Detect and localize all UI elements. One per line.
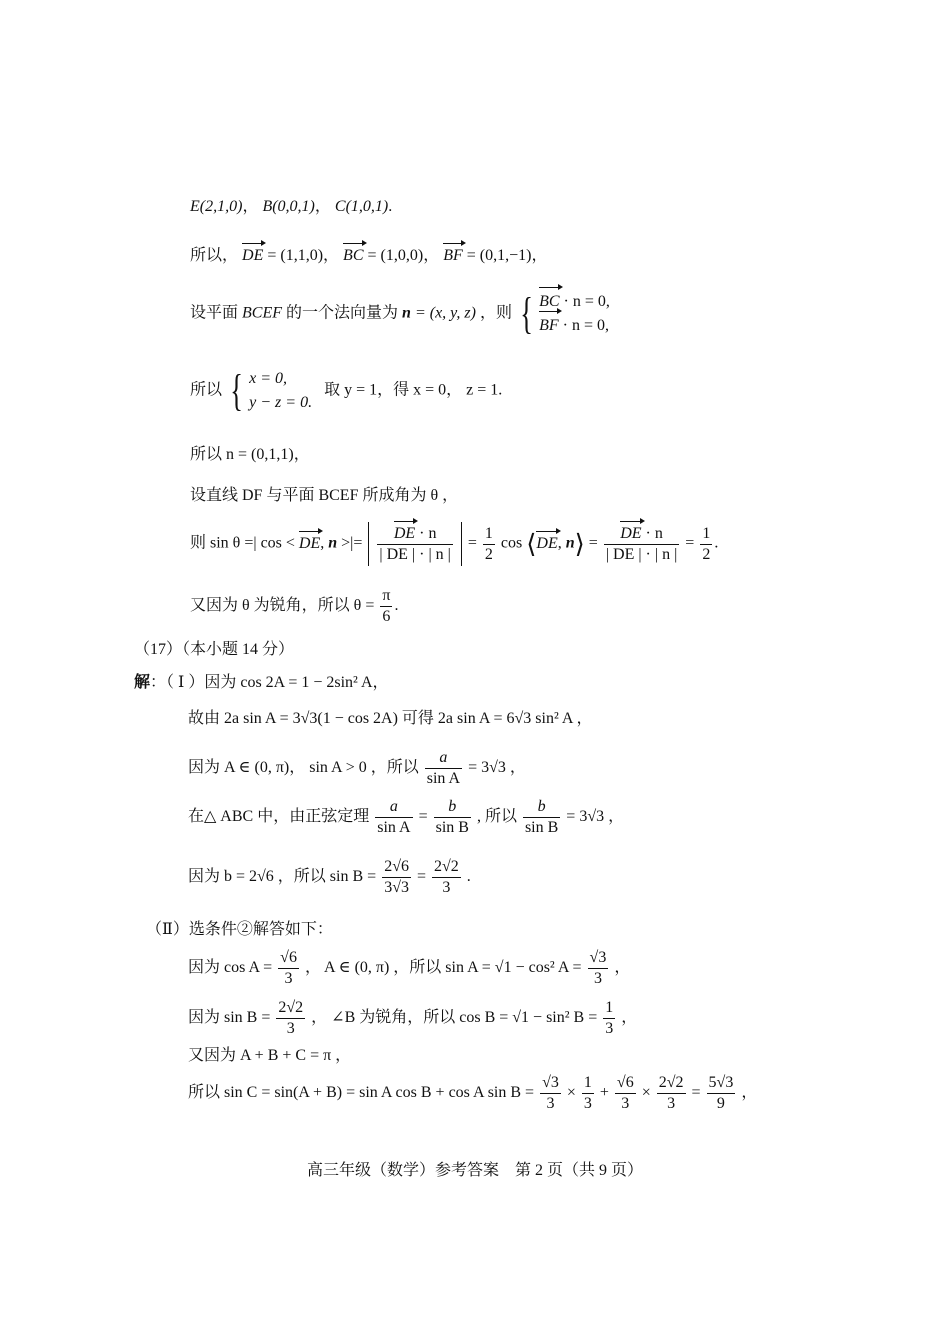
step-4-line: 在△ ABC 中，由正弦定理 $\frac{a}{\text{sin A}}$ = $\frac{b}{\text{sin B}}$ , 所以 $\frac{b}{\text{sin B}}$ = 3√3 ， — [188, 798, 625, 836]
vectors-line: 所以， DE = (1,1,0)， BC = (1,0,0)， BF = (0,1,−1)， — [190, 247, 548, 264]
point-b: B(0,0,1) — [262, 198, 315, 215]
part-2-title: （Ⅱ）选条件②解答如下： — [146, 921, 333, 938]
page-footer: 高三年级（数学）参考答案 第 2 页（共 9 页） — [306, 1162, 643, 1179]
normal-vector-line: 设平面 BCEF 的一个法向量为 n = (x, y, z) ，则 { BC · n = 0, BF · n = 0, — [190, 289, 610, 338]
point-c: C(1,0,1) — [334, 198, 389, 215]
part2-step-4-line: 所以 sin C = sin(A + B) = sin A cos B + cos A sin B = $\frac{√3}{3}$ × $\frac{1}{3}$ + $\frac{√6}{3}$ × $\frac{2√2}{3}$ = $\frac{5√3}{9}$ ， — [188, 1074, 758, 1112]
point-e: E(2,1,0) — [190, 198, 243, 215]
vector-de: DE — [242, 247, 264, 264]
step-5-line: 因为 b = 2√6 ，所以 sin B = $\frac{2√6}{3√3}$ = $\frac{2√2}{3}$ . — [188, 858, 471, 896]
coords-line: E(2,1,0)， B(0,0,1)， C(1,0,1). — [190, 198, 393, 215]
step-3-line: 因为 A ∈ (0, π)， sin A > 0 ，所以 $\frac{a}{\text{sin A}}$ = 3√3 ， — [188, 749, 526, 787]
vector-bc: BC — [343, 247, 364, 264]
angle-setup-line: 设直线 DF 与平面 BCEF 所成角为 θ ， — [190, 487, 459, 504]
solve-system-line: 所以 { x = 0, y − z = 0. 取 y = 1，得 x = 0， z = 1. — [190, 366, 503, 415]
vector-bf: BF — [443, 247, 463, 264]
acute-angle-line: 又因为 θ 为锐角，所以 θ = $\frac{\pi}{6}$ . — [190, 587, 399, 625]
sine-calc-line: 则 sin θ =| cos < DE, n >|= $\frac{DE \cdot n}{| DE | \cdot | n |}$ = $\frac{1}{2}$ cos ⟨DE, n⟩ = $\frac{DE \cdot n}{| DE | \cdot | n |}$ = $\frac{1}{2}$ . — [190, 522, 718, 566]
question-17-title: （17）（本小题 14 分） — [134, 641, 295, 658]
part2-step-1-line: 因为 cos A = $\frac{√6}{3}$ ， A ∈ (0, π) ，所以 sin A = √1 − cos² A = $\frac{√3}{3}$ ， — [188, 949, 631, 987]
normal-result-line: 所以 n = (0,1,1)， — [190, 446, 310, 463]
part2-step-3-line: 又因为 A + B + C = π ， — [188, 1047, 352, 1064]
step-2-line: 故由 2a sin A = 3√3(1 − cos 2A) 可得 2a sin A = 6√3 sin² A ， — [188, 710, 593, 727]
solution-part1-line: 解：（ Ⅰ ）因为 cos 2A = 1 − 2sin² A， — [134, 674, 389, 691]
equation-system: BC · n = 0, BF · n = 0, — [539, 290, 610, 338]
part2-step-2-line: 因为 sin B = $\frac{2√2}{3}$ ， ∠B 为锐角，所以 cos B = √1 − sin² B = $\frac{1}{3}$ ， — [188, 999, 638, 1037]
